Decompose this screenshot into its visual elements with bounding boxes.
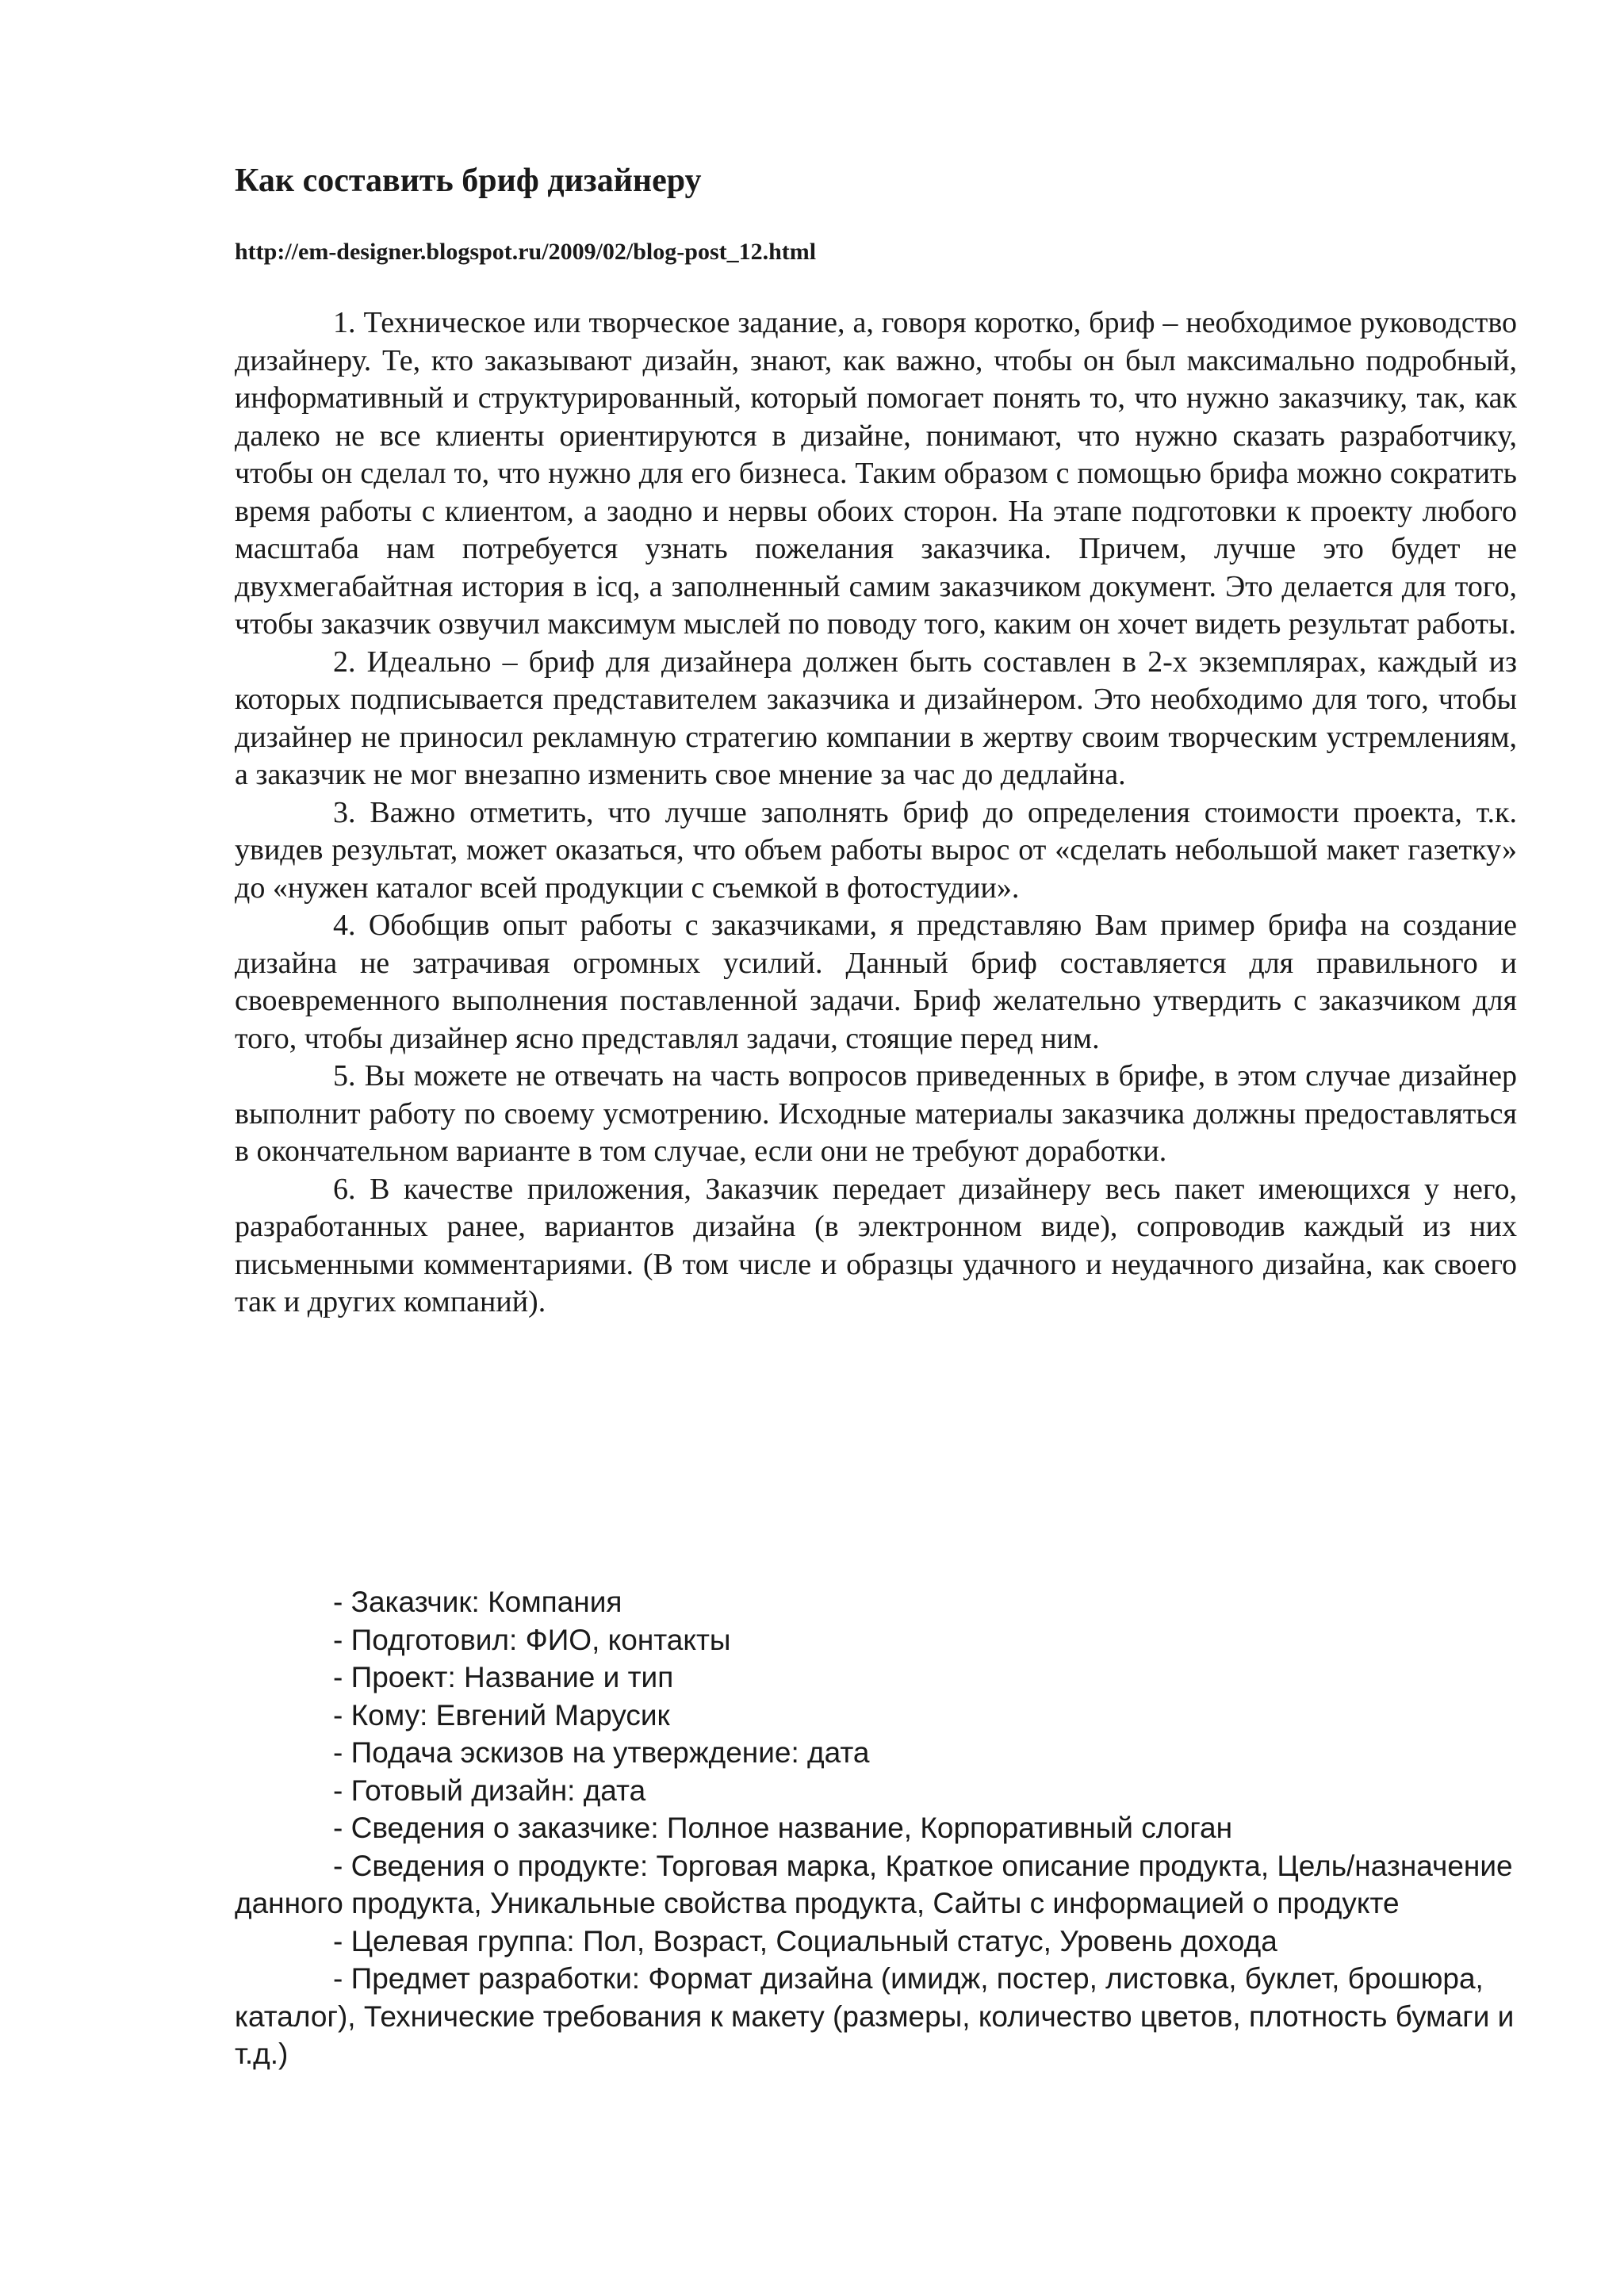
brief-item-sketch-deadline: - Подача эскизов на утверждение: дата: [333, 1736, 870, 1769]
brief-item-final-design: - Готовый дизайн: дата: [333, 1774, 646, 1807]
brief-item-target-group: - Целевая группа: Пол, Возраст, Социальный статус, Уровень дохода: [333, 1924, 1277, 1957]
brief-item-customer: - Заказчик: Компания: [333, 1586, 622, 1618]
paragraph-4: 4. Обобщив опыт работы с заказчиками, я представляю Вам пример брифа на создание дизайна не затрачивая огромных усилий. Данный бриф составляется для правильного и своевременного выполнения поставленной задачи. Бриф желательно утвердить с заказчиком для того, чтобы дизайнер ясно представлял задачи, стоящие перед ним.: [235, 909, 1517, 1055]
brief-item-project: - Проект: Название и тип: [333, 1661, 674, 1693]
brief-item-product-info: - Сведения о продукте: Торговая марка, Краткое описание продукта, Цель/назначение данного продукта, Уникальные свойства продукта, Сайты с информацией о продукте: [235, 1849, 1513, 1919]
brief-item-recipient: - Кому: Евгений Марусик: [333, 1698, 670, 1732]
brief-item-customer-info: - Сведения о заказчике: Полное название, Корпоративный слоган: [333, 1812, 1233, 1844]
brief-item-subject: - Предмет разработки: Формат дизайна (имидж, постер, листовка, буклет, брошюра, каталог), Технические требования к макету (размеры, количество цветов, плотность бумаги и т.д.): [235, 1962, 1515, 2070]
source-url: http://em-designer.blogspot.ru/2009/02/blog-post_12.html: [235, 239, 817, 265]
page-title: Как составить бриф дизайнеру: [235, 163, 702, 199]
brief-item-prepared-by: - Подготовил: ФИО, контакты: [333, 1623, 731, 1656]
paragraph-3: 3. Важно отметить, что лучше заполнять бриф до определения стоимости проекта, т.к. увидев результат, может оказаться, что объем работы вырос от «сделать небольшой макет газетку» до «нужен каталог всей продукции с съемкой в фотостудии».: [235, 795, 1517, 905]
brief-template-list: [235, 1583, 1517, 2073]
paragraph-1: 1. Техническое или творческое задание, а, говоря коротко, бриф – необходимое руководство дизайнеру. Те, кто заказывают дизайн, знают, как важно, чтобы он был максимально подробный, информативный и структурированный, который помогает понять то, что нужно заказчику, так, как далеко не все клиенты ориентируются в дизайне, понимают, что нужно сказать разработчику, чтобы он сделал то, что нужно для его бизнеса. Таким образом с помощью брифа можно сократить время работы с клиентом, а заодно и нервы обоих сторон. На этапе подготовки к проекту любого масштаба нам потребуется узнать пожелания заказчика. Причем, лучше это будет не двухмегабайтная история в icq, а заполненный самим заказчиком документ. Это делается для того, чтобы заказчик озвучил максимум мыслей по поводу того, каким он хочет видеть результат работы.: [235, 306, 1517, 641]
paragraph-5: 5. Вы можете не отвечать на часть вопросов приведенных в брифе, в этом случае дизайнер выполнит работу по своему усмотрению. Исходные материалы заказчика должны предоставляться в окончательном варианте в том случае, если они не требуют доработки.: [235, 1059, 1517, 1168]
paragraph-6: 6. В качестве приложения, Заказчик передает дизайнеру весь пакет имеющихся у него, разработанных ранее, вариантов дизайна (в электронном виде), сопроводив каждый из них письменными комментариями. (В том числе и образцы удачного и неудачного дизайна, как своего так и других компаний).: [235, 1172, 1517, 1318]
paragraph-2: 2. Идеально – бриф для дизайнера должен быть составлен в 2-х экземплярах, каждый из которых подписывается представителем заказчика и дизайнером. Это необходимо для того, чтобы дизайнер не приносил рекламную стратегию компании в жертву своим творческим устремлениям, а заказчик не мог внезапно изменить свое мнение за час до дедлайна.: [235, 645, 1517, 791]
article-body: [235, 304, 1517, 1322]
